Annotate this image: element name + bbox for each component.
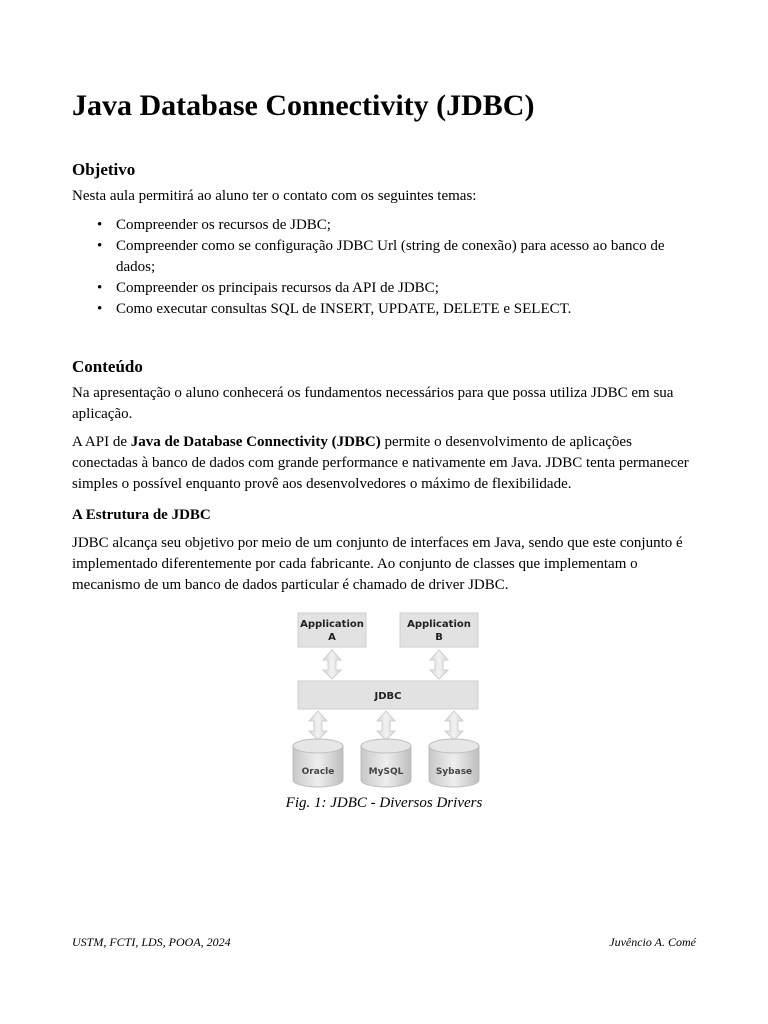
database-icon [293, 739, 343, 787]
list-item: • Como executar consultas SQL de INSERT, UPDATE, DELETE e SELECT. [97, 301, 572, 317]
application-b-label-2: B [435, 632, 443, 643]
jdbc-architecture-figure [288, 610, 488, 795]
list-item-continuation: dados; [116, 259, 156, 275]
jdbc-label: JDBC [374, 691, 402, 702]
double-arrow-icon [377, 711, 395, 740]
application-a-label-1: Application [300, 619, 364, 630]
double-arrow-icon [323, 650, 341, 679]
database-icon [361, 739, 411, 787]
figure-caption: Fig. 1: JDBC - Diversos Drivers [285, 795, 483, 811]
sybase-label: Sybase [435, 767, 473, 777]
footer-right: Juvêncio A. Comé [609, 935, 696, 949]
list-item: • Compreender como se configuração JDBC Url (string de conexão) para acesso ao banco de [97, 238, 665, 254]
application-a-label-2: A [328, 632, 336, 643]
footer-left: USTM, FCTI, LDS, POOA, 2024 [72, 935, 231, 949]
page-title: Java Database Connectivity (JDBC) [72, 89, 535, 122]
oracle-label: Oracle [301, 767, 335, 777]
conteudo-paragraph-3: JDBC alcança seu objetivo por meio de um conjunto de interfaces em Java, sendo que este conjunto é implementado diferentemente por cada fabricante. Ao conjunto de classes que implementam o mecanismo de um banco de dados particular é chamado de driver JDBC. [72, 535, 683, 593]
objetivo-section [72, 159, 696, 181]
jdbc-diagram [288, 610, 488, 790]
mysql-label: MySQL [368, 767, 404, 777]
estrutura-subheading: A Estrutura de JDBC [72, 507, 211, 523]
jdbc-layer-box [298, 681, 478, 709]
double-arrow-icon [430, 650, 448, 679]
double-arrow-icon [309, 711, 327, 740]
objetivo-intro: Nesta aula permitirá ao aluno ter o contato com os seguintes temas: [72, 188, 477, 204]
database-icon [429, 739, 479, 787]
conteudo-heading: Conteúdo [72, 357, 143, 376]
conteudo-paragraph-2: A API de Java de Database Connectivity (JDBC) permite o desenvolvimento de aplicações conectadas à banco de dados com grande performance e nativamente em Java. JDBC tenta permanecer simples o possível enquanto provê aos desenvolvedores o máximo de flexibilidade. [72, 434, 689, 492]
conteudo-paragraph-1: Na apresentação o aluno conhecerá os fundamentos necessários para que possa utiliza JDBC em sua aplicação. [72, 385, 674, 422]
application-b-label-1: Application [407, 619, 471, 630]
double-arrow-icon [445, 711, 463, 740]
list-item: • Compreender os recursos de JDBC; [97, 217, 331, 233]
application-b-box [400, 613, 478, 647]
objetivo-heading: Objetivo [72, 160, 136, 179]
application-a-box [298, 613, 366, 647]
jdbc-bold-term: Java de Database Connectivity (JDBC) [130, 434, 381, 450]
objetivo-list [72, 215, 696, 320]
list-item: • Compreender os principais recursos da API de JDBC; [97, 280, 439, 296]
